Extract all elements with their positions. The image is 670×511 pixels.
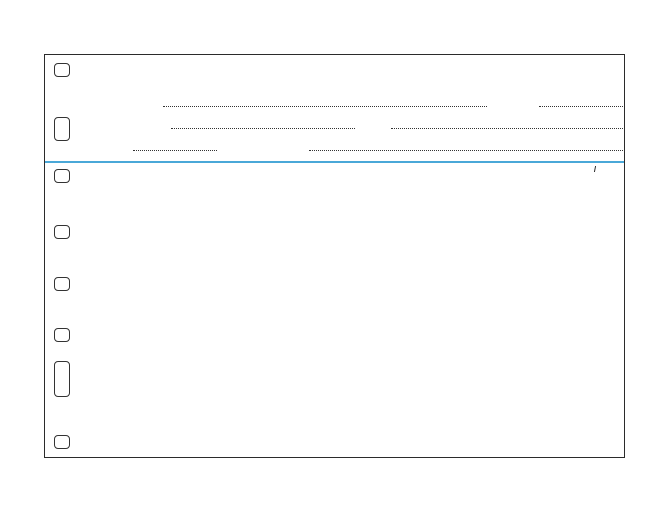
binder-hole [54,63,70,77]
binder-hole [54,277,70,291]
binder-hole [54,435,70,449]
col-dh: / [593,165,597,174]
ledger-grid [45,55,626,459]
binder-hole-slot [54,117,70,141]
binder-hole [54,328,70,342]
binder-hole [54,225,70,239]
binder-hole [54,169,70,183]
ledger-card [44,54,625,458]
binder-hole-slot [54,361,70,397]
